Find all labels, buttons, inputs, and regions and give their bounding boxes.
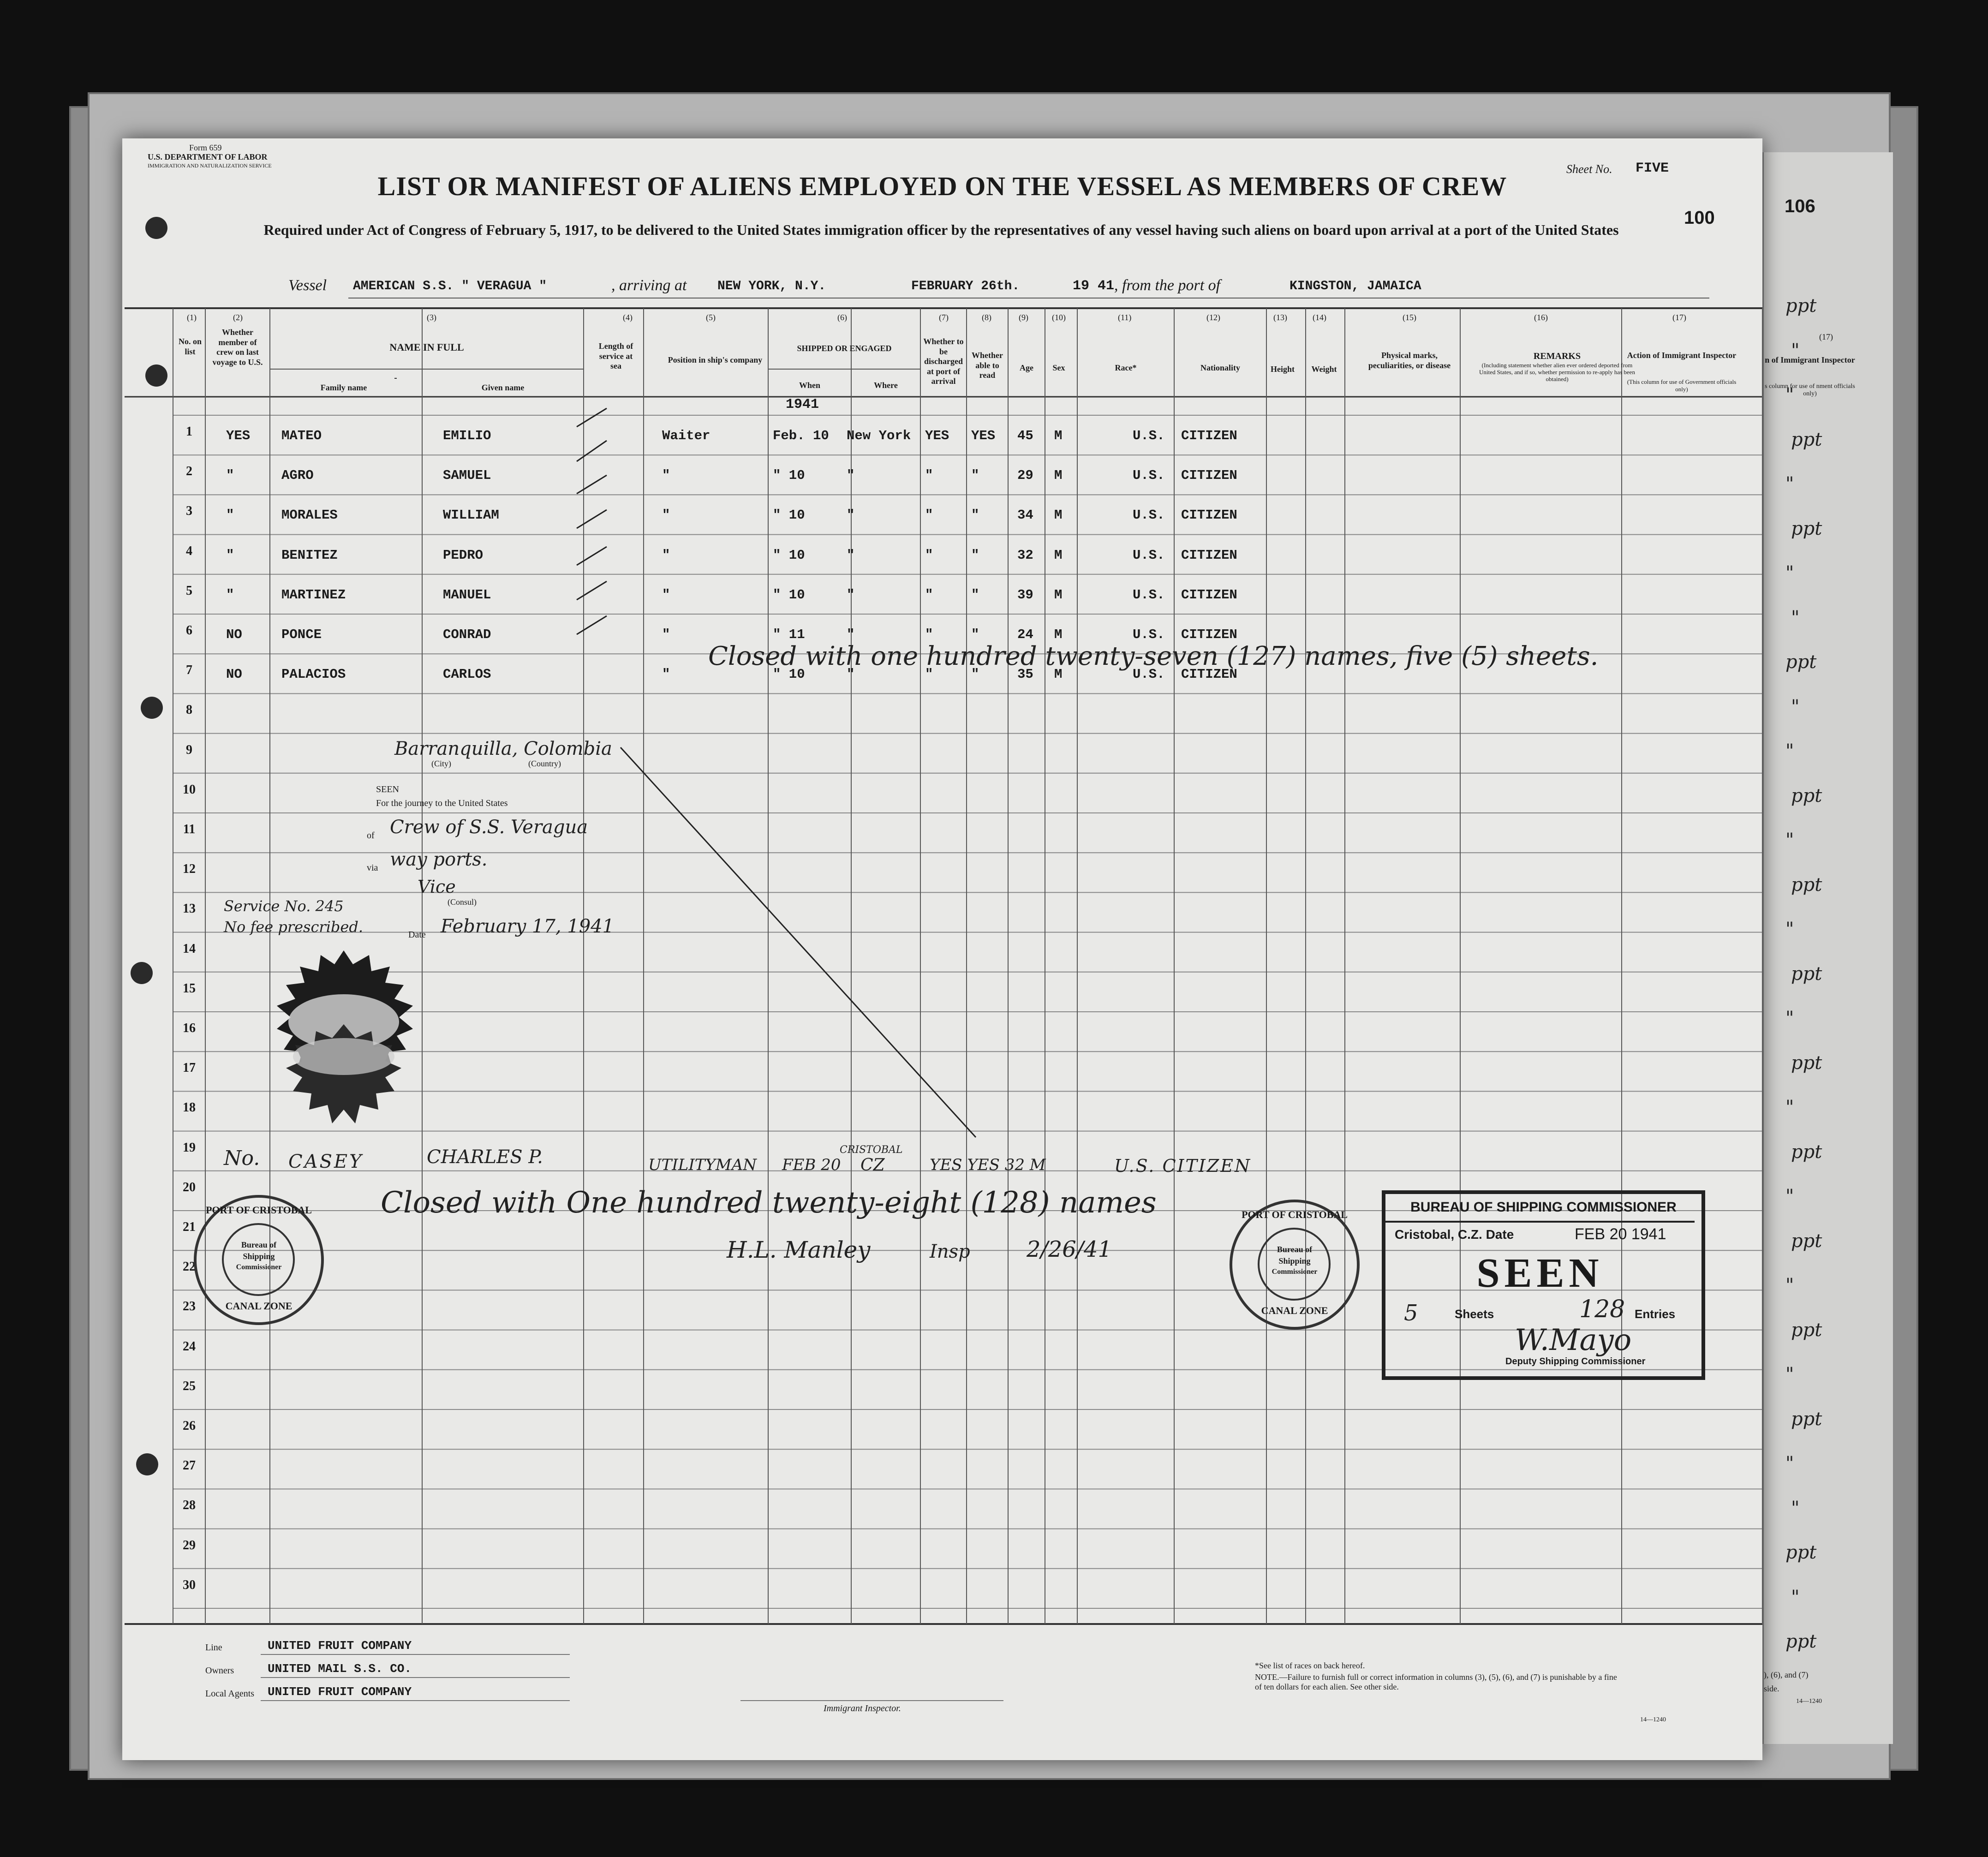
position-cell: "	[662, 547, 670, 563]
nationality-cell: CITIZEN	[1181, 547, 1237, 563]
stamp-top-text: PORT OF CRISTOBAL	[1242, 1209, 1348, 1220]
family-name-cell: PONCE	[281, 627, 322, 642]
col-number-6: (6)	[837, 313, 847, 322]
given-name-cell: EMILIO	[443, 428, 491, 443]
sheet-number: FIVE	[1636, 161, 1669, 176]
position-cell: "	[662, 587, 670, 603]
stamp-mid-text-3: Commissioner	[1272, 1268, 1318, 1276]
shipped-where-cell: New York	[847, 428, 911, 443]
position-cell: "	[662, 627, 670, 642]
back-page-edge	[1762, 152, 1893, 1744]
from-label: , from the port of	[1114, 277, 1221, 294]
position-cell: "	[662, 667, 670, 682]
header-nationality: Nationality	[1200, 363, 1240, 372]
arrival-date: FEBRUARY 26th.	[911, 279, 1020, 293]
last-voyage-cell: NO	[226, 667, 242, 682]
col-number-2: (2)	[233, 313, 243, 322]
row-number: 11	[183, 822, 196, 836]
able-to-read-cell: "	[971, 547, 979, 563]
back-action-note: s column for use of nment officials only)	[1765, 383, 1855, 397]
row-number: 25	[183, 1379, 196, 1393]
row-number: 10	[183, 782, 196, 797]
inspector-signature: H.L. Manley	[727, 1236, 871, 1263]
nationality-cell: CITIZEN	[1181, 587, 1237, 603]
col-number-16: (16)	[1534, 313, 1548, 322]
row-number: 18	[183, 1100, 196, 1115]
row-number: 23	[183, 1299, 196, 1314]
footer-line-value: UNITED FRUIT COMPANY	[268, 1639, 412, 1653]
discharged-cell: "	[925, 508, 933, 523]
consul-of-label: of	[367, 830, 375, 841]
age-cell: 34	[1017, 508, 1033, 523]
port-cristobal-stamp-right	[1230, 1200, 1360, 1330]
row-number: 15	[183, 981, 196, 996]
col-number-11: (11)	[1118, 313, 1132, 322]
header-sex: Sex	[1052, 363, 1065, 372]
nationality-cell: CITIZEN	[1181, 468, 1237, 484]
row-number: 9	[186, 742, 192, 757]
shipped-when-cell: " 10	[773, 468, 805, 484]
port-cristobal-stamp-left	[194, 1195, 324, 1325]
shipped-when-cell: " 11	[773, 627, 805, 642]
row-number: 16	[183, 1021, 196, 1035]
header-where: Where	[874, 381, 898, 390]
position-cell: "	[662, 468, 670, 484]
row-number: 29	[183, 1538, 196, 1552]
last-voyage-cell: NO	[226, 627, 242, 642]
department-label: U.S. DEPARTMENT OF LABOR	[148, 152, 268, 161]
extra-entry-nationality: U.S. CITIZEN	[1114, 1156, 1252, 1176]
sheet-label: Sheet No.	[1566, 162, 1612, 176]
bureau-seen: SEEN	[1476, 1250, 1604, 1296]
bureau-date: FEB 20 1941	[1575, 1225, 1666, 1243]
closed-127-note: Closed with one hundred twenty-seven (127) names, five (5) sheets.	[708, 641, 1599, 671]
age-cell: 35	[1017, 667, 1033, 682]
last-voyage-cell: "	[226, 547, 234, 563]
able-to-read-cell: YES	[971, 428, 996, 443]
last-voyage-cell: "	[226, 468, 234, 484]
row-number: 7	[186, 663, 192, 678]
header-last-voyage: Whether member of crew on last voyage to U.S.	[212, 328, 263, 367]
col-number-7: (7)	[939, 313, 949, 322]
col-number-14: (14)	[1313, 313, 1326, 322]
stamp-top-text: PORT OF CRISTOBAL	[206, 1204, 312, 1216]
last-voyage-cell: "	[226, 508, 234, 523]
extra-entry-family: CASEY	[288, 1151, 364, 1172]
header-height: Height	[1271, 364, 1295, 374]
given-name-cell: SAMUEL	[443, 468, 491, 484]
stamp-mid-text-1: Bureau of	[1277, 1245, 1313, 1254]
row-number: 17	[183, 1061, 196, 1075]
header-discharged: Whether to be discharged at port of arrival	[923, 337, 964, 386]
race-cell: U.S.	[1133, 428, 1165, 443]
back-footer-note2: side.	[1764, 1684, 1779, 1693]
header-family-name: Family name	[320, 383, 367, 392]
age-cell: 45	[1017, 428, 1033, 443]
sex-cell: M	[1054, 508, 1063, 523]
race-cell: U.S.	[1133, 667, 1165, 682]
col-number-1: (1)	[187, 313, 197, 322]
row-number: 14	[183, 941, 196, 956]
arriving-port: NEW YORK, N.Y.	[717, 279, 826, 293]
footer-owners-value: UNITED MAIL S.S. CO.	[268, 1662, 412, 1676]
row-number: 28	[183, 1498, 196, 1513]
header-shipped: SHIPPED OR ENGAGED	[797, 344, 892, 353]
manifest-title: LIST OR MANIFEST OF ALIENS EMPLOYED ON THE VESSEL AS MEMBERS OF CREW	[377, 171, 1507, 201]
extra-entry-place: CZ	[860, 1156, 885, 1175]
row-number: 8	[186, 703, 192, 717]
position-cell: Waiter	[662, 428, 710, 443]
consul-seen: SEEN	[376, 784, 399, 794]
consul-journey: For the journey to the United States	[376, 798, 508, 808]
sex-cell: M	[1054, 547, 1063, 563]
col-number-17: (17)	[1672, 313, 1686, 322]
col-number-10: (10)	[1052, 313, 1066, 322]
header-position: Position in ship's company	[668, 355, 763, 364]
sex-cell: M	[1054, 667, 1063, 682]
manifest-page: Form 659 U.S. DEPARTMENT OF LABOR IMMIGRATION AND NATURALIZATION SERVICE LIST OR MANIFEST OF ALIENS EMPLOYED ON THE VESSEL AS MEMBERS OF CREW Required under Act of Congress of February 5, 1917, to be delivered to the United States immigration officer by the representatives of any vessel having such aliens on board upon arrival at a port of the United States Sheet No. FIVE 100 Vessel AMERICAN S.S. " VERAGUA " , arriving at NEW YORK, N.Y. FEBRUARY 26th. 19 41 , from the port of KINGSTON, JAMAICA (1) (2) (3) (4) (5) (6) (7) (8) (9) (10) (11) (12) (13) (14) (15) (16) (17) No. on list Whether member of crew on last voyage to U.S. NAME IN FULL Family name Given name Length of service at sea Position in ship's company SHIPPED OR ENGAGED When 1941 Where Whether to be discharged at port of arrival Whether able to read Age Sex Race* Nationality Height Weight Physical marks, peculiarities, or disease REMARKS (Including statement whether alien ever ordered deported from United States, and if so, whether permission to re-apply has been obtained) Action of Immigrant Inspector (This column for use of Government officials only) 1 2 3 4 5 6 7 8 9 10 11 12 13 14 15 16 17 18 19 20 21 22 23 24 25 26 27 28 29 30 YES MATEO EMILIO Waiter Feb. 10 New York YES YES 45 M U.S. CITIZEN " AGRO SAMUEL " " 10 " " " 29 M U.S. CITIZEN " MORALES WILLIAM " " 10 " " " 34 M U.S. CITIZEN " BENITEZ PEDRO " " 10 " " " 32 M U.S. CITIZEN " MARTINEZ MANUEL " " 10 " " " 39 M U.S. CITIZEN NO PONCE CONRAD " " 11 " " " 24 M U.S. CITIZEN NO PALACIOS CARLOS " " 10 " " " 35 M U.S. CITIZEN ppt " " ppt " ppt " " ppt " " ppt " ppt " ppt " ppt " ppt " ppt " ppt " ppt " " ppt " ppt Closed with one hundred twenty-seven (127) names, five (5) sheets. Barranquilla, Colombia (City) (Country) SEEN For the journey to the United States of Crew of S.S. Veragua via way ports. Vice (Consul) Date February 17, 1941 Service No. 245 No fee prescribed. No. CASEY CHARLES P. UTILITYMAN FEB 20 CRISTOBAL CZ YES YES 32 M U.S. CITIZEN Closed with One hundred twenty-eight (128) names H.L. Manley Insp 2/26/41 PORT OF CRISTOBAL Bureau of Shipping Commissioner CANAL ZONE PORT OF CRISTOBAL Bureau of Shipping Commissioner CANAL ZONE BUREAU OF SHIPPING COMMISSIONER Cristobal, C.Z. Date FEB 20 1941 SEEN 5 Sheets 128 Entries W.Mayo Deputy Shipping Commissioner Line UNITED FRUIT COMPANY Owners UNITED MAIL S.S. CO. Local Agents UNITED FRUIT COMPANY Immigrant Inspector. *See list of races on back hereof. NOTE.—Failure to furnish full or correct information in columns (3), (5), (6), and (7) is punishable by a fine of ten dollars for each alien. See other side. 14—1240	[122, 138, 1762, 1760]
bureau-title: BUREAU OF SHIPPING COMMISSIONER	[1410, 1200, 1677, 1215]
bureau-role: Deputy Shipping Commissioner	[1505, 1356, 1646, 1367]
nationality-cell: CITIZEN	[1181, 667, 1237, 682]
consul-of-value: Crew of S.S. Veragua	[390, 817, 588, 838]
col-number-4: (4)	[623, 313, 633, 322]
col-number-12: (12)	[1206, 313, 1220, 322]
row-number: 12	[183, 862, 196, 877]
shipped-where-cell: "	[847, 547, 855, 563]
header-action-note: (This column for use of Government officials only)	[1627, 378, 1737, 393]
shipped-where-cell: "	[847, 508, 855, 523]
row-number: 22	[183, 1260, 196, 1274]
back-print-code: 14—1240	[1796, 1698, 1822, 1705]
arrival-year: 19 41	[1073, 278, 1115, 294]
consular-seal	[261, 946, 427, 1130]
consul-date: February 17, 1941	[441, 916, 615, 937]
extra-entry-given: CHARLES P.	[427, 1146, 543, 1168]
given-name-cell: CONRAD	[443, 627, 491, 642]
footer-line-label: Line	[205, 1642, 222, 1653]
shipped-where-cell: "	[847, 667, 855, 682]
shipped-where-cell: "	[847, 587, 855, 603]
discharged-cell: "	[925, 627, 933, 642]
bureau-signature: W.Mayo	[1515, 1323, 1632, 1357]
discharged-cell: YES	[925, 428, 949, 443]
col-number-8: (8)	[982, 313, 991, 322]
footer-owners-label: Owners	[205, 1666, 234, 1676]
row-number: 30	[183, 1577, 196, 1592]
age-cell: 39	[1017, 587, 1033, 603]
header-action-inspector: Action of Immigrant Inspector	[1627, 351, 1737, 360]
family-name-cell: PALACIOS	[281, 667, 346, 682]
vessel-name: AMERICAN S.S. " VERAGUA "	[353, 279, 547, 293]
no-fee-note: No fee prescribed.	[224, 918, 363, 936]
stamp-bottom-text: CANAL ZONE	[1261, 1305, 1328, 1316]
col-number-15: (15)	[1403, 313, 1416, 322]
stamp-mid-text-2: Shipping	[243, 1252, 275, 1261]
race-cell: U.S.	[1133, 468, 1165, 484]
row-number: 5	[186, 583, 192, 598]
footer-agents-underline	[261, 1700, 570, 1701]
row-number: 21	[183, 1220, 196, 1234]
position-cell: "	[662, 508, 670, 523]
shipped-when-cell: " 10	[773, 547, 805, 563]
bureau-seen-stamp	[1382, 1190, 1705, 1380]
nationality-cell: CITIZEN	[1181, 428, 1237, 443]
consul-country-label: (Country)	[528, 759, 561, 768]
header-physical-marks: Physical marks, peculiarities, or disease	[1368, 351, 1451, 370]
shipped-when-cell: " 10	[773, 587, 805, 603]
back-col-number: (17)	[1819, 332, 1833, 341]
row-number: 4	[186, 543, 192, 558]
shipped-where-cell: "	[847, 627, 855, 642]
header-no-on-list: No. on list	[179, 337, 202, 356]
consul-signature: Vice	[418, 877, 456, 897]
able-to-read-cell: "	[971, 508, 979, 523]
discharged-cell: "	[925, 667, 933, 682]
header-weight: Weight	[1311, 364, 1337, 374]
col-number-13: (13)	[1273, 313, 1287, 322]
age-cell: 32	[1017, 547, 1033, 563]
row-number: 20	[183, 1180, 196, 1194]
arriving-label: , arriving at	[611, 277, 687, 294]
bureau-entries-label: Entries	[1635, 1307, 1676, 1321]
header-race: Race*	[1115, 363, 1137, 372]
row-number: 3	[186, 504, 192, 519]
footer-note: NOTE.—Failure to furnish full or correct information in columns (3), (5), (6), and (7) is punishable by a fine of ten dollars for each alien. See other side.	[1255, 1672, 1617, 1691]
bureau-place: Cristobal, C.Z. Date	[1395, 1227, 1514, 1242]
able-to-read-cell: "	[971, 468, 979, 484]
able-to-read-cell: "	[971, 627, 979, 642]
col-number-9: (9)	[1019, 313, 1028, 322]
footer-inspector-label: Immigrant Inspector.	[824, 1703, 901, 1714]
shipped-when-cell: " 10	[773, 667, 805, 682]
inspector-title: Insp	[930, 1241, 970, 1262]
family-name-cell: BENITEZ	[281, 547, 338, 563]
age-cell: 24	[1017, 627, 1033, 642]
bureau-sheets-label: Sheets	[1455, 1307, 1494, 1321]
family-name-cell: MARTINEZ	[281, 587, 346, 603]
consul-via-value: way ports.	[390, 849, 488, 870]
discharged-cell: "	[925, 547, 933, 563]
footer-agents-label: Local Agents	[205, 1689, 255, 1699]
extra-entry-place-top: CRISTOBAL	[840, 1144, 903, 1156]
page-number: 100	[1684, 208, 1715, 228]
header-name-in-full: NAME IN FULL	[389, 341, 464, 353]
able-to-read-cell: "	[971, 667, 979, 682]
footer-owners-underline	[261, 1677, 570, 1678]
stamp-bottom-text: CANAL ZONE	[225, 1300, 293, 1312]
sex-cell: M	[1054, 627, 1063, 642]
header-age: Age	[1020, 363, 1033, 372]
header-when: When	[799, 381, 820, 390]
col-number-5: (5)	[706, 313, 716, 322]
extra-entry-no: No.	[224, 1146, 260, 1170]
header-when-year: 1941	[786, 397, 819, 412]
last-voyage-cell: "	[226, 587, 234, 603]
race-cell: U.S.	[1133, 547, 1165, 563]
col-number-3: (3)	[427, 313, 436, 322]
closed-128-note: Closed with One hundred twenty-eight (128) names	[381, 1186, 1157, 1220]
footer-agents-value: UNITED FRUIT COMPANY	[268, 1685, 412, 1699]
extra-entry-yes-age: YES YES 32 M	[930, 1156, 1046, 1174]
shipped-when-cell: Feb. 10	[773, 428, 829, 443]
bureau-divider	[1385, 1221, 1695, 1223]
last-voyage-cell: YES	[226, 428, 251, 443]
back-page-number: 106	[1785, 196, 1815, 216]
sex-cell: M	[1054, 587, 1063, 603]
race-cell: U.S.	[1133, 627, 1165, 642]
header-able-to-read: Whether able to read	[972, 351, 1003, 380]
bureau-entries-value: 128	[1579, 1296, 1625, 1323]
nationality-cell: CITIZEN	[1181, 627, 1237, 642]
consul-city-label: (City)	[431, 759, 451, 768]
header-given-name: Given name	[481, 383, 525, 392]
able-to-read-cell: "	[971, 587, 979, 603]
shipped-when-cell: " 10	[773, 508, 805, 523]
back-action-header: n of Immigrant Inspector	[1765, 355, 1855, 364]
stamp-mid-text-2: Shipping	[1278, 1256, 1311, 1266]
nationality-cell: CITIZEN	[1181, 508, 1237, 523]
race-cell: U.S.	[1133, 587, 1165, 603]
footer-line-underline	[261, 1654, 570, 1655]
consul-label: (Consul)	[448, 897, 477, 907]
family-name-cell: MATEO	[281, 428, 322, 443]
form-id: Form 659	[189, 143, 222, 152]
consul-date-label: Date	[408, 930, 426, 940]
from-port: KINGSTON, JAMAICA	[1290, 279, 1421, 293]
manifest-subtitle: Required under Act of Congress of February 5, 1917, to be delivered to the United States immigration officer by the representatives of any vessel having such aliens on board upon arrival at a port of the United States	[263, 221, 1619, 238]
row-number: 1	[186, 424, 192, 439]
consul-via-label: via	[367, 863, 378, 873]
back-footer-note: ), (6), and (7)	[1764, 1670, 1809, 1679]
extra-entry-when: FEB 20	[782, 1156, 841, 1174]
race-cell: U.S.	[1133, 508, 1165, 523]
service-number: Service No. 245	[224, 897, 344, 915]
extra-entry-position: UTILITYMAN	[648, 1156, 757, 1174]
vessel-label: Vessel	[288, 277, 327, 294]
family-name-cell: MORALES	[281, 508, 338, 523]
row-number: 2	[186, 464, 192, 479]
given-name-cell: MANUEL	[443, 587, 491, 603]
header-length-of-service: Length of service at sea	[598, 341, 633, 371]
inspector-sig-date: 2/26/41	[1027, 1236, 1112, 1262]
given-name-cell: WILLIAM	[443, 508, 499, 523]
age-cell: 29	[1017, 468, 1033, 484]
shipped-where-cell: "	[847, 468, 855, 484]
family-name-cell: AGRO	[281, 468, 314, 484]
row-number: 24	[183, 1339, 196, 1354]
row-number: 6	[186, 623, 192, 638]
row-number: 26	[183, 1419, 196, 1433]
discharged-cell: "	[925, 468, 933, 484]
given-name-cell: PEDRO	[443, 547, 484, 563]
footer-print-code: 14—1240	[1640, 1716, 1666, 1723]
discharged-cell: "	[925, 587, 933, 603]
header-remarks: REMARKS	[1533, 351, 1581, 361]
row-number: 27	[183, 1458, 196, 1473]
row-number: 13	[183, 902, 196, 916]
bureau-sheets-value: 5	[1404, 1300, 1418, 1326]
sex-cell: M	[1054, 428, 1063, 443]
header-remarks-note: (Including statement whether alien ever ordered deported from United States, and if so, whether permission to re-apply has been obtained)	[1479, 362, 1635, 382]
row-number: 19	[183, 1140, 196, 1155]
consul-city: Barranquilla, Colombia	[394, 738, 612, 759]
stamp-mid-text-3: Commissioner	[236, 1263, 282, 1271]
sex-cell: M	[1054, 468, 1063, 484]
inspector-signature-line	[740, 1700, 1003, 1701]
given-name-cell: CARLOS	[443, 667, 491, 682]
footer-races-note: *See list of races on back hereof.	[1255, 1661, 1365, 1670]
service-label: IMMIGRATION AND NATURALIZATION SERVICE	[148, 162, 272, 169]
stamp-mid-text-1: Bureau of	[241, 1240, 277, 1249]
